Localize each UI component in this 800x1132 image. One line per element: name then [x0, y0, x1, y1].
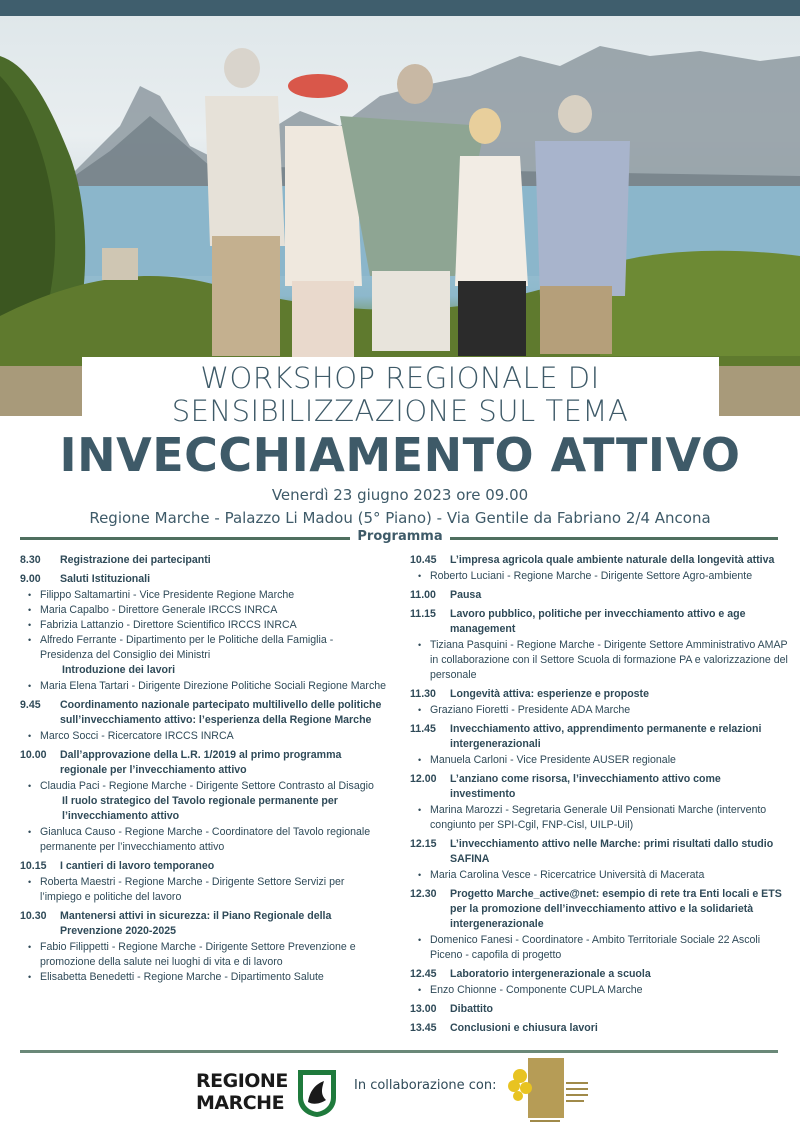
- regione-marche-wordmark: [196, 1070, 288, 1114]
- bullet-icon: •: [418, 870, 422, 880]
- title-line-2: SENSIBILIZZAZIONE SUL TEMA: [171, 394, 629, 428]
- program-rule-left: [20, 537, 350, 540]
- speaker-text: Filippo Saltamartini - Vice Presidente Regione Marche: [40, 589, 295, 601]
- speaker-text: Roberto Luciani - Regione Marche - Dirigente Settore Agro-ambiente: [430, 570, 753, 582]
- session-title: Longevità attiva: esperienze e proposte: [450, 688, 649, 700]
- bullet-icon: •: [28, 590, 32, 600]
- speaker-item: [20, 679, 388, 694]
- session-time: 10.30: [20, 910, 47, 922]
- bullet-icon: •: [418, 755, 422, 765]
- program-session: [410, 553, 788, 584]
- speaker-item: [410, 803, 788, 833]
- speaker-item: [20, 729, 388, 744]
- program-session: [410, 687, 788, 718]
- speaker-item: [410, 983, 788, 998]
- speaker-item: [20, 633, 388, 663]
- program-session: [20, 572, 388, 694]
- session-title: Conclusioni e chiusura lavori: [450, 1022, 598, 1034]
- session-title: Invecchiamento attivo, apprendimento permanente e relazioni intergenerazionali: [450, 723, 762, 750]
- speaker-text: Claudia Paci - Regione Marche - Dirigente Settore Contrasto al Disagio: [40, 780, 374, 792]
- program-session: [410, 1021, 788, 1036]
- program-session: [410, 722, 788, 768]
- collaboration-text: In collaborazione con:: [354, 1078, 497, 1093]
- session-heading: [410, 967, 788, 982]
- bullet-icon: •: [28, 605, 32, 615]
- speaker-text: Maria Elena Tartari - Dirigente Direzione Politiche Sociali Regione Marche: [40, 680, 387, 692]
- bullet-icon: •: [418, 935, 422, 945]
- session-title: Saluti Istituzionali: [60, 573, 151, 585]
- bullet-icon: •: [418, 985, 422, 995]
- session-title: Registrazione dei partecipanti: [60, 554, 211, 566]
- session-time: 11.15: [410, 608, 436, 620]
- speaker-item: [20, 970, 388, 985]
- workshop-title: [0, 362, 800, 428]
- session-time: 12.00: [410, 773, 437, 785]
- program-session: [410, 588, 788, 603]
- session-title: Pausa: [450, 589, 482, 601]
- speaker-item: [20, 825, 388, 855]
- session-subtitle: Il ruolo strategico del Tavolo regionale permanente per l’invecchiamento attivo: [62, 795, 338, 822]
- hero-illustration: [0, 16, 800, 416]
- bullet-icon: •: [28, 620, 32, 630]
- session-heading: [20, 909, 388, 939]
- session-title: I cantieri di lavoro temporaneo: [60, 860, 215, 872]
- session-title: Dall’approvazione della L.R. 1/2019 al primo programma regionale per l’invecchiamento attivo: [60, 749, 342, 776]
- session-heading: [20, 748, 388, 778]
- bullet-icon: •: [28, 681, 32, 691]
- speaker-text: Gianluca Causo - Regione Marche - Coordinatore del Tavolo regionale permanente per l’invecchiamento attivo: [40, 826, 371, 853]
- bullet-icon: •: [418, 705, 422, 715]
- speaker-text: Tiziana Pasquini - Regione Marche - Dirigente Settore Amministrativo AMAP in collaborazione con il Settore Scuola di formazione PA e valorizzazione del personale: [430, 639, 788, 681]
- bullet-icon: •: [28, 731, 32, 741]
- speaker-text: Maria Capalbo - Direttore Generale IRCCS INRCA: [40, 604, 278, 616]
- session-heading: [410, 887, 788, 932]
- regione-marche-logo: [196, 1068, 341, 1120]
- session-title: Lavoro pubblico, politiche per invecchiamento attivo e age management: [450, 608, 746, 635]
- speaker-item: [410, 933, 788, 963]
- session-time: 12.30: [410, 888, 437, 900]
- session-time: 12.15: [410, 838, 437, 850]
- speaker-text: Alfredo Ferrante - Dipartimento per le Politiche della Famiglia - Presidenza del Consiglio dei Ministri: [40, 634, 334, 661]
- main-title: INVECCHIAMENTO ATTIVO: [59, 428, 741, 482]
- session-time: 11.00: [410, 589, 436, 601]
- bullet-icon: •: [418, 640, 422, 650]
- bullet-icon: •: [28, 972, 32, 982]
- program-column-left: [20, 553, 388, 989]
- event-venue: Regione Marche - Palazzo Li Madou (5° Piano) - Via Gentile da Fabriano 2/4 Ancona: [89, 509, 711, 527]
- shield-icon: [296, 1068, 338, 1118]
- speaker-text: Elisabetta Benedetti - Regione Marche - Dipartimento Salute: [40, 971, 324, 983]
- session-title: Coordinamento nazionale partecipato multilivello delle politiche sull’invecchiamento attivo: l’esperienza della Regione Marche: [60, 699, 382, 726]
- speaker-text: Domenico Fanesi - Coordinatore - Ambito Territoriale Sociale 22 Ascoli Piceno - capofila di progetto: [430, 934, 761, 961]
- bullet-icon: •: [28, 781, 32, 791]
- session-time: 9.45: [20, 699, 41, 711]
- session-title: Progetto Marche_active@net: esempio di rete tra Enti locali e ETS per la promozione dell’invecchiamento attivo e la solidarietà intergenerazionale: [450, 888, 782, 930]
- program-session: [410, 607, 788, 683]
- speaker-text: Maria Carolina Vesce - Ricercatrice Università di Macerata: [430, 869, 705, 881]
- program-session: [410, 967, 788, 998]
- program-session: [20, 859, 388, 905]
- session-heading: [410, 1021, 788, 1036]
- session-heading: [410, 588, 788, 603]
- session-heading: [410, 687, 788, 702]
- program-session: [410, 1002, 788, 1017]
- session-subtitle: Introduzione dei lavori: [62, 664, 176, 676]
- speaker-item: [20, 618, 388, 633]
- session-title: L’invecchiamento attivo nelle Marche: primi risultati dallo studio SAFINA: [450, 838, 774, 865]
- session-heading: [410, 837, 788, 867]
- speaker-item: [410, 868, 788, 883]
- session-time: 10.00: [20, 749, 47, 761]
- bullet-icon: •: [28, 635, 32, 645]
- session-time: 13.45: [410, 1022, 437, 1034]
- program-session: [410, 837, 788, 883]
- session-title: L’impresa agricola quale ambiente naturale della longevità attiva: [450, 554, 775, 566]
- session-title: L’anziano come risorsa, l’invecchiamento attivo come investimento: [450, 773, 721, 800]
- event-date: Venerdì 23 giugno 2023 ore 09.00: [271, 486, 529, 504]
- speaker-text: Marco Socci - Ricercatore IRCCS INRCA: [40, 730, 234, 742]
- speaker-text: Marina Marozzi - Segretaria Generale Uil Pensionati Marche (intervento congiunto per SPI-Cgil, FNP-Cisl, UILP-Uil): [430, 804, 767, 831]
- session-heading: [20, 572, 388, 587]
- logo-line-2: MARCHE: [196, 1092, 285, 1114]
- session-time: 8.30: [20, 554, 41, 566]
- logo-line-1: REGIONE: [196, 1070, 288, 1092]
- session-time: 12.45: [410, 968, 437, 980]
- bullet-icon: •: [418, 571, 422, 581]
- session-time: 11.30: [410, 688, 436, 700]
- session-heading: [410, 607, 788, 637]
- program-label: Programma: [350, 529, 450, 544]
- bullet-icon: •: [28, 942, 32, 952]
- top-color-bar: [0, 0, 800, 16]
- program-session: [20, 553, 388, 568]
- speaker-item: [20, 588, 388, 603]
- bullet-icon: •: [28, 827, 32, 837]
- program-session: [20, 748, 388, 855]
- bullet-icon: •: [418, 805, 422, 815]
- speaker-item: [410, 569, 788, 584]
- speaker-item: [20, 603, 388, 618]
- program-rule-right: [450, 537, 778, 540]
- speaker-item: [20, 875, 388, 905]
- session-heading: [410, 722, 788, 752]
- title-line-1: WORKSHOP REGIONALE DI: [200, 361, 600, 395]
- session-heading: [20, 553, 388, 568]
- program-session: [20, 909, 388, 985]
- speaker-item: [410, 638, 788, 683]
- speaker-text: Graziano Fioretti - Presidente ADA Marche: [430, 704, 631, 716]
- session-title: Dibattito: [450, 1003, 493, 1015]
- speaker-text: Manuela Carloni - Vice Presidente AUSER regionale: [430, 754, 676, 766]
- speaker-text: Fabrizia Lattanzio - Direttore Scientifico IRCCS INRCA: [40, 619, 297, 631]
- session-heading: [410, 1002, 788, 1017]
- speaker-item: [410, 753, 788, 768]
- session-heading: [410, 553, 788, 568]
- speaker-text: Enzo Chionne - Componente CUPLA Marche: [430, 984, 643, 996]
- session-time: 13.00: [410, 1003, 437, 1015]
- program-session: [410, 887, 788, 963]
- footer-rule: [20, 1050, 778, 1053]
- hero-photo: [0, 16, 800, 416]
- program-session: [410, 772, 788, 833]
- speaker-item: [20, 940, 388, 970]
- session-heading: [20, 859, 388, 874]
- speaker-text: Roberta Maestri - Regione Marche - Dirigente Settore Servizi per l’impiego e politiche del lavoro: [40, 876, 345, 903]
- session-time: 10.45: [410, 554, 437, 566]
- speaker-text: Fabio Filippetti - Regione Marche - Dirigente Settore Prevenzione e promozione della salute nei luoghi di vita e di lavoro: [40, 941, 356, 968]
- bullet-icon: •: [28, 877, 32, 887]
- session-time: 10.15: [20, 860, 47, 872]
- session-heading: [20, 698, 388, 728]
- inrca-logo-graphic: [506, 1058, 592, 1126]
- session-time: 9.00: [20, 573, 41, 585]
- program-column-right: [410, 553, 788, 1040]
- session-time: 11.45: [410, 723, 436, 735]
- program-session: [20, 698, 388, 744]
- speaker-item: [20, 779, 388, 794]
- session-heading: [410, 772, 788, 802]
- speaker-item: [410, 703, 788, 718]
- session-title: Mantenersi attivi in sicurezza: il Piano Regionale della Prevenzione 2020-2025: [60, 910, 332, 937]
- session-title: Laboratorio intergenerazionale a scuola: [450, 968, 651, 980]
- inrca-logo: [506, 1058, 592, 1126]
